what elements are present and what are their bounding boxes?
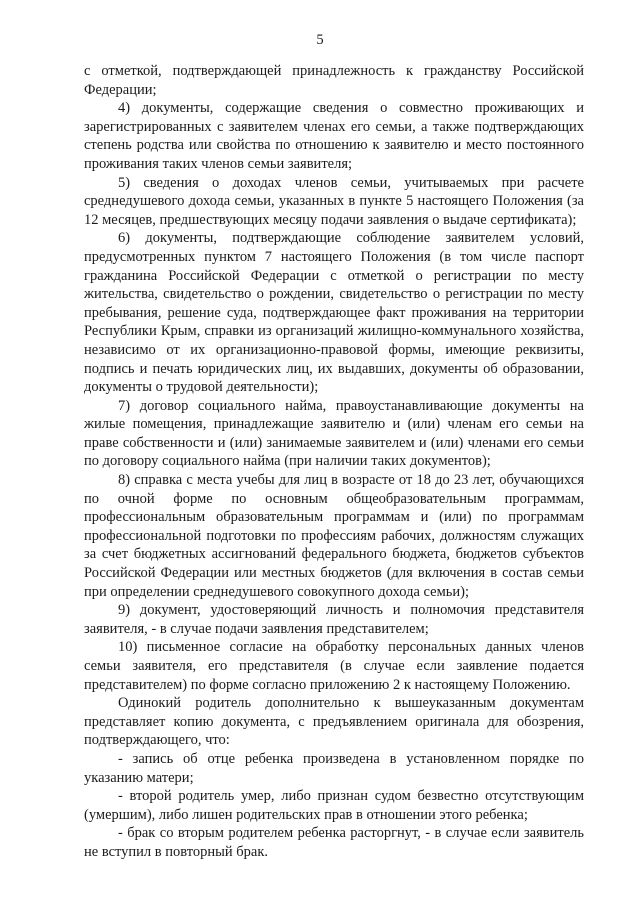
- paragraph-item-8: 8) справка с места учебы для лиц в возрасте от 18 до 23 лет, обучающихся по очной форме по основным общеобразовательным программам, профессиональным образовательным программам и (или) по программам профессиональной подготовки по профессиям рабочих, должностям служащих за счет бюджетных ассигнований федерального бюджета, бюджетов субъектов Российской Федерации или местных бюджетов (для включения в состав семьи при определении среднедушевого совокупного дохода семьи);: [84, 472, 584, 600]
- list-item-divorce: - брак со вторым родителем ребенка расторгнут, - в случае если заявитель не вступил в повторный брак.: [84, 825, 584, 860]
- list-item-second-parent: - второй родитель умер, либо признан судом безвестно отсутствующим (умершим), либо лишен родительских прав в отношении этого ребенка;: [84, 788, 584, 823]
- paragraph-citizenship-continuation: с отметкой, подтверждающей принадлежность к гражданству Российской Федерации;: [84, 63, 584, 98]
- paragraph-item-5: 5) сведения о доходах членов семьи, учитываемых при расчете среднедушевого дохода семьи, указанных в пункте 5 настоящего Положения (за 12 месяцев, предшествующих месяцу подачи заявления о выдаче сертификата);: [84, 174, 584, 228]
- paragraph-item-6: 6) документы, подтверждающие соблюдение заявителем условий, предусмотренных пунктом 7 настоящего Положения (в том числе паспорт гражданина Российской Федерации с отметкой о регистрации по месту жительства, свидетельство о рождении, свидетельство о регистрации по месту пребывания, решение суда, подтверждающее факт проживания на территории Республики Крым, справки из организаций жилищно-коммунального хозяйства, независимо от их организационно-правовой формы, имеющие реквизиты, подпись и печать юридических лиц, их выдавших, документы об образовании, документы о трудовой деятельности);: [84, 230, 584, 396]
- paragraph-item-4: 4) документы, содержащие сведения о совместно проживающих и зарегистрированных с заявителем членах его семьи, а также подтверждающих степень родства или свойства по отношению к заявителю и место постоянного проживания таких членов семьи заявителя;: [84, 100, 584, 172]
- paragraph-item-10: 10) письменное согласие на обработку персональных данных членов семьи заявителя, его представителя (в случае если заявление подается представителем) по форме согласно приложению 2 к настоящему Положению.: [84, 639, 584, 693]
- list-item-father-record: - запись об отце ребенка произведена в установленном порядке по указанию матери;: [84, 750, 584, 786]
- page-number: 5: [316, 32, 324, 48]
- paragraph-item-7: 7) договор социального найма, правоустанавливающие документы на жилые помещения, принадлежащие заявителю и (или) членам его семьи на праве собственности и (или) занимаемые заявителем и (или) членами его семьи по договору социального найма (при наличии таких документов);: [84, 397, 584, 470]
- paragraph-item-9: 9) документ, удостоверяющий личность и полномочия представителя заявителя, - в случае подачи заявления представителем;: [84, 602, 584, 637]
- document-body: [84, 62, 584, 862]
- paragraph-single-parent: Одинокий родитель дополнительно к вышеуказанным документам представляет копию документа, с предъявлением оригинала для обозрения, подтверждающего, что:: [84, 695, 584, 749]
